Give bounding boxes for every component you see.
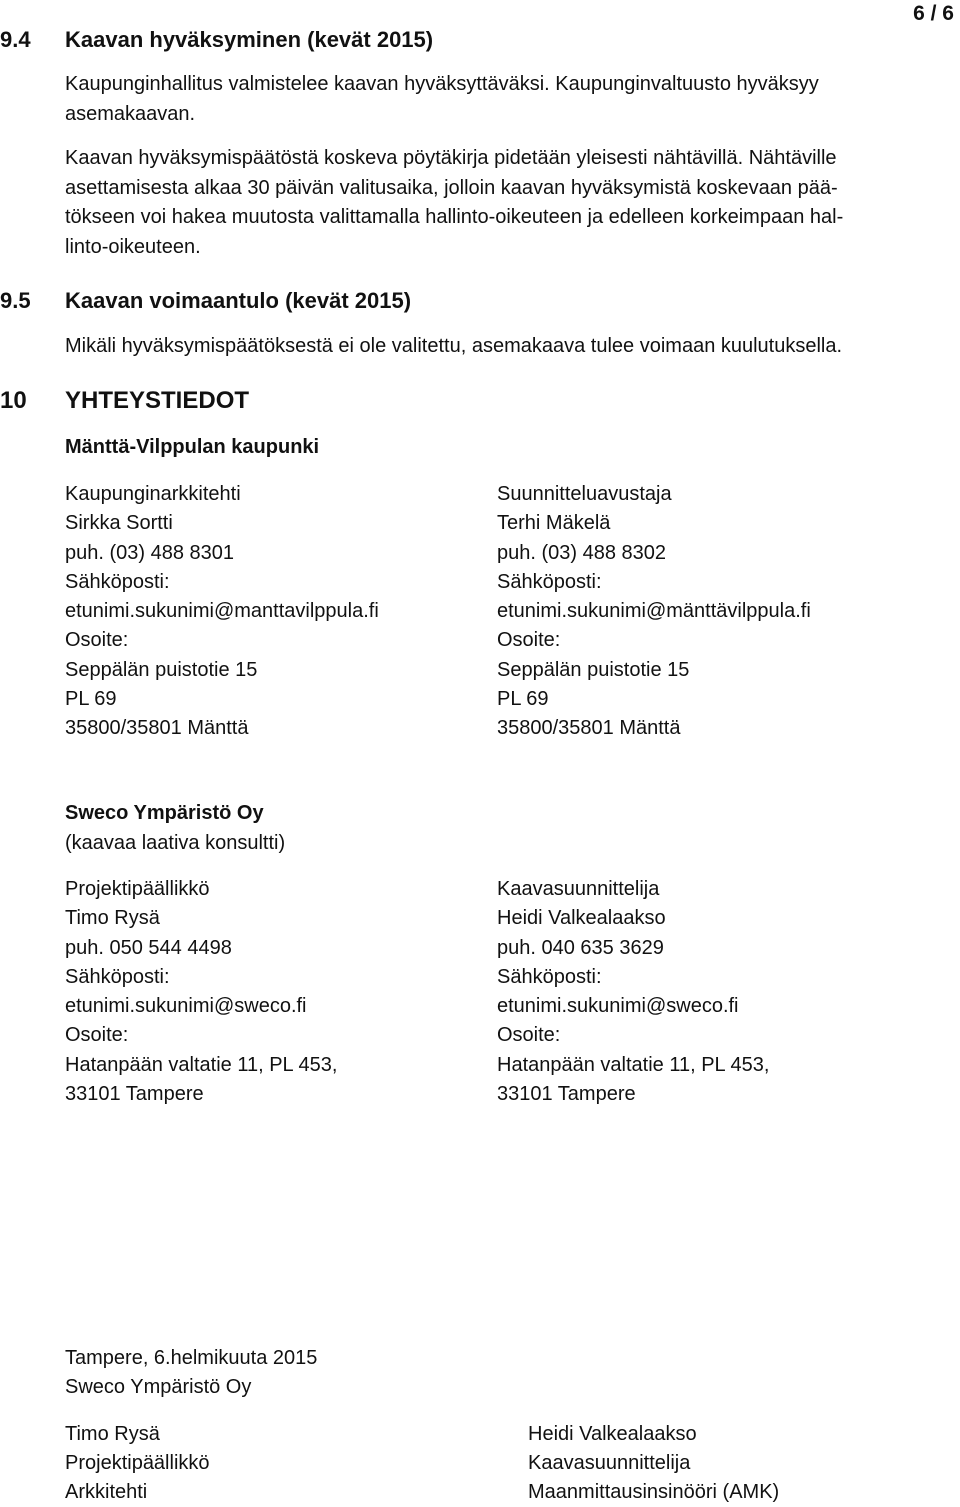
contact-phone: puh. 050 544 4498: [65, 936, 232, 959]
signer-name: Heidi Valkealaakso: [528, 1423, 697, 1445]
signer-profession: Arkkitehti: [65, 1481, 148, 1503]
contact-role: Suunnitteluavustaja: [497, 483, 672, 505]
contact-address-label: Osoite:: [65, 629, 129, 652]
consultant-name: Sweco Ympäristö Oy: [65, 802, 264, 824]
contact-block-project-manager: [65, 875, 337, 1109]
contact-street: Hatanpään valtatie 11, PL 453,: [65, 1053, 338, 1076]
contact-pobox: PL 69: [497, 688, 549, 711]
contact-street: Seppälän puistotie 15: [65, 658, 258, 681]
text-line: asemakaavan.: [65, 102, 196, 125]
contact-city: 33101 Tampere: [65, 1083, 204, 1106]
section-title: YHTEYSTIEDOT: [65, 387, 250, 414]
municipality-name: Mänttä-Vilppulan kaupunki: [65, 436, 320, 458]
contact-role: Projektipäällikkö: [65, 878, 210, 900]
paragraph-entry-into-force: Mikäli hyväksymispäätöksestä ei ole valitettu, asemakaava tulee voimaan kuulutuksella.: [65, 335, 843, 357]
signer-title: Kaavasuunnittelija: [528, 1452, 691, 1474]
contact-address-label: Osoite:: [497, 629, 561, 652]
signer-profession: Maanmittausinsinööri (AMK): [528, 1481, 780, 1503]
signer-title: Projektipäällikkö: [65, 1452, 210, 1474]
section-number: 10: [0, 387, 27, 414]
contact-email-label: Sähköposti:: [497, 570, 602, 593]
contact-role: Kaupunginarkkitehti: [65, 483, 241, 505]
contact-phone: puh. (03) 488 8302: [497, 541, 667, 564]
contact-street: Seppälän puistotie 15: [497, 658, 690, 681]
contact-pobox: PL 69: [65, 688, 117, 711]
page-number: 6 / 6: [913, 2, 954, 25]
contact-postal: 35800/35801 Mänttä: [65, 717, 249, 740]
consultant-note: (kaavaa laativa konsultti): [65, 832, 286, 854]
contact-postal: 35800/35801 Mänttä: [497, 717, 681, 740]
section-number: 9.5: [0, 288, 31, 313]
contact-email: etunimi.sukunimi@mänttävilppula.fi: [497, 600, 811, 623]
contact-block-planner: [497, 875, 769, 1109]
text-line: linto-oikeuteen.: [65, 235, 201, 258]
signer-block-1: [65, 1420, 210, 1507]
contact-name: Heidi Valkealaakso: [497, 907, 666, 930]
place-date: Tampere, 6.helmikuuta 2015: [65, 1347, 318, 1369]
contact-email: etunimi.sukunimi@sweco.fi: [497, 995, 739, 1018]
section-heading-10: [0, 387, 700, 419]
contact-role: Kaavasuunnittelija: [497, 878, 660, 900]
contact-phone: puh. 040 635 3629: [497, 936, 664, 959]
contact-email: etunimi.sukunimi@manttavilppula.fi: [65, 600, 379, 623]
text-line: tökseen voi hakea muutosta valittamalla hallinto-oikeuteen ja edelleen korkeimpaan hal-: [65, 206, 844, 229]
paragraph-approval-prep: [65, 70, 945, 129]
contact-name: Timo Rysä: [65, 907, 160, 930]
contact-email-label: Sähköposti:: [65, 965, 170, 988]
contact-name: Terhi Mäkelä: [497, 512, 611, 535]
contact-street: Hatanpään valtatie 11, PL 453,: [497, 1053, 770, 1076]
contact-email-label: Sähköposti:: [497, 965, 602, 988]
contact-block-architect: [65, 480, 379, 744]
contact-name: Sirkka Sortti: [65, 512, 173, 535]
signer-block-2: [528, 1420, 779, 1507]
signer-name: Timo Rysä: [65, 1423, 160, 1445]
text-line: asettamisesta alkaa 30 päivän valitusaika, jolloin kaavan hyväksymistä koskevaan pää-: [65, 176, 838, 199]
signature-company: Sweco Ympäristö Oy: [65, 1376, 252, 1398]
section-heading-9-5: [0, 288, 700, 318]
contact-address-label: Osoite:: [65, 1024, 129, 1047]
contact-email: etunimi.sukunimi@sweco.fi: [65, 995, 307, 1018]
contact-block-assistant: [497, 480, 811, 744]
section-heading-9-4: [0, 27, 700, 57]
section-title: Kaavan hyväksyminen (kevät 2015): [65, 27, 434, 52]
contact-city: 33101 Tampere: [497, 1083, 636, 1106]
contact-phone: puh. (03) 488 8301: [65, 541, 235, 564]
signature-place-block: [65, 1344, 317, 1402]
text-line: Kaupunginhallitus valmistelee kaavan hyväksyttäväksi. Kaupunginvaltuusto hyväksyy: [65, 73, 819, 95]
contact-address-label: Osoite:: [497, 1024, 561, 1047]
section-number: 9.4: [0, 27, 31, 52]
text-line: Kaavan hyväksymispäätöstä koskeva pöytäkirja pidetään yleisesti nähtävillä. Nähtäville: [65, 147, 837, 169]
contact-email-label: Sähköposti:: [65, 570, 170, 593]
section-title: Kaavan voimaantulo (kevät 2015): [65, 288, 412, 313]
paragraph-approval-decision: [65, 144, 945, 262]
